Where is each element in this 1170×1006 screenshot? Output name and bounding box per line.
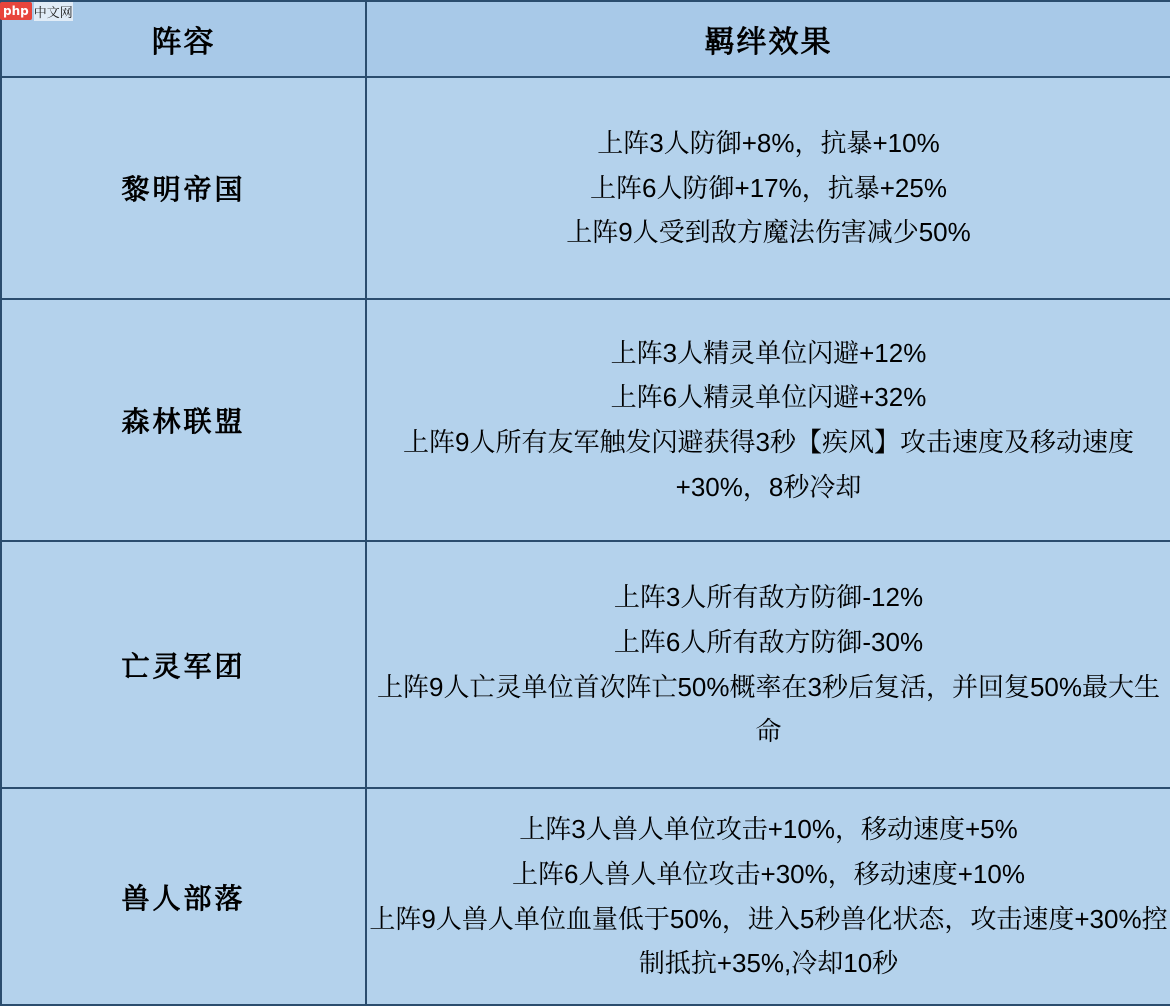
faction-name: 亡灵军团	[1, 541, 366, 788]
faction-name: 黎明帝国	[1, 77, 366, 299]
bond-effect-list	[366, 77, 1170, 299]
faction-name: 森林联盟	[1, 299, 366, 541]
bond-effect-line: 上阵3人精灵单位闪避+12%	[610, 337, 927, 368]
bond-effect-line: 上阵9人亡灵单位首次阵亡50%概率在3秒后复活，并回复50%最大生命	[377, 671, 1160, 747]
bond-effect-line: 上阵3人所有敌方防御-12%	[613, 582, 924, 613]
bond-effect-list	[366, 788, 1170, 1005]
column-header-bond-effect: 羁绊效果	[366, 1, 1170, 77]
bond-effect-line: 上阵6人兽人单位攻击+30%，移动速度+10%	[512, 858, 1025, 889]
bond-effect-line: 上阵9人受到敌方魔法伤害减少50%	[566, 217, 971, 248]
table-header	[1, 1, 1170, 77]
table-row	[1, 541, 1170, 788]
column-header-faction: 阵容	[1, 1, 366, 77]
php-logo-icon: php	[0, 2, 32, 20]
table-row	[1, 77, 1170, 299]
bond-effect-line: 上阵3人防御+8%，抗暴+10%	[597, 127, 940, 158]
watermark-label: 中文网	[34, 2, 73, 21]
bond-effect-list	[366, 299, 1170, 541]
table-row	[1, 299, 1170, 541]
table-header-row	[1, 1, 1170, 77]
bond-effect-line: 上阵9人所有友军触发闪避获得3秒【疾风】攻击速度及移动速度+30%，8秒冷却	[403, 427, 1134, 502]
bond-effect-line: 上阵9人兽人单位血量低于50%，进入5秒兽化状态，攻击速度+30%控制抵抗+35%,冷却10秒	[369, 903, 1168, 979]
bond-effect-line: 上阵6人防御+17%，抗暴+25%	[590, 172, 947, 203]
bond-effect-line: 上阵6人所有敌方防御-30%	[613, 626, 924, 657]
bond-effect-line: 上阵3人兽人单位攻击+10%，移动速度+5%	[519, 814, 1018, 845]
bond-effect-list	[366, 541, 1170, 788]
table-row	[1, 788, 1170, 1005]
bond-effect-line: 上阵6人精灵单位闪避+32%	[610, 382, 927, 413]
table-body	[1, 77, 1170, 1005]
faction-name: 兽人部落	[1, 788, 366, 1005]
